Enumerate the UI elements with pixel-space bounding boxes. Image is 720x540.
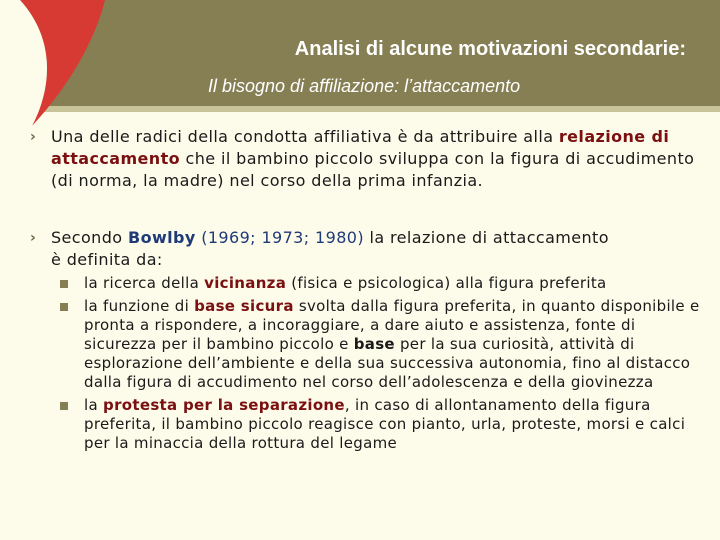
bowlby-years: (1969; 1973; 1980) [195,228,364,247]
red-swoosh-decoration [0,0,150,140]
list-item: la ricerca della vicinanza (fisica e psicologica) alla figura preferita [60,274,710,293]
arrow-bullet-icon: › [30,129,36,145]
arrow-bullet-icon: › [30,230,36,246]
highlight-base-sicura: base sicura [194,297,294,315]
square-bullet-icon [60,280,68,288]
square-bullet-icon [60,402,68,410]
square-bullet-icon [60,303,68,311]
highlight-protesta-separazione: protesta per la separazione [103,396,345,414]
slide-title: Analisi di alcune motivazioni secondarie: [294,38,686,60]
attachment-criteria-list [60,274,710,457]
slide-subtitle: Il bisogno di affiliazione: l’attaccamento [208,76,521,96]
paragraph-bowlby: Secondo Bowlby (1969; 1973; 1980) la relazione di attaccamento è definita da: [51,228,609,269]
highlight-base: base [353,335,395,353]
paragraph-radici: Una delle radici della condotta affiliativa è da attribuire alla relazione di attaccamento che il bambino piccolo sviluppa con la figura di accudimento (di norma, la madre) nel corso della prima infanzia. [51,127,695,190]
list-item: la funzione di base sicura svolta dalla figura preferita, in quanto disponibile e pronta a rispondere, a incoraggiare, a dare aiuto e assistenza, fonte di sicurezza per il bambino piccolo e base per la sua curiosità, attività di esplorazione dell’ambiente e della sua successiva autonomia, fino al distacco dalla figura di accudimento nel corso dell’adolescenza e della giovinezza [60,297,710,392]
list-item: la protesta per la separazione, in caso di allontanamento della figura preferita, il bambino piccolo reagisce con pianto, urla, proteste, morsi e calci per la minaccia della rottura del legame [60,396,710,453]
highlight-relazione-attaccamento: relazione di attaccamento [51,127,670,168]
highlight-bowlby: Bowlby [127,228,196,247]
highlight-vicinanza: vicinanza [204,274,287,292]
